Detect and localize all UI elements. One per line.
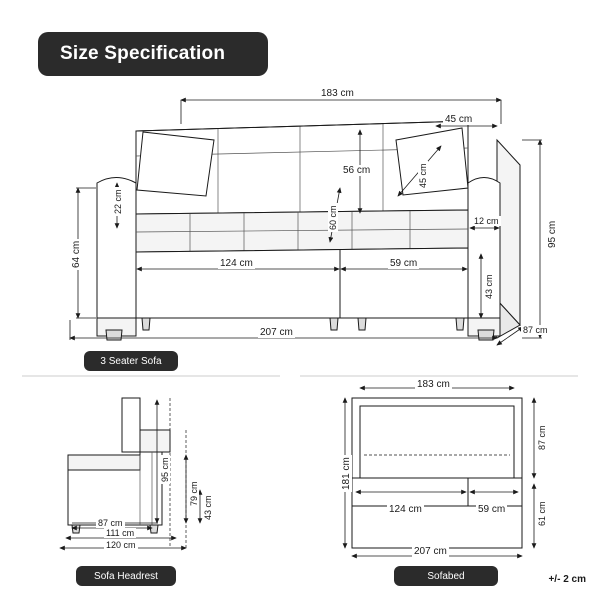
dim-bed-124: 124 cm [389, 504, 422, 515]
dim-sofa-43: 43 cm [484, 274, 494, 299]
dim-sofa-64: 64 cm [71, 240, 82, 268]
dim-headrest-95: 95 cm [160, 457, 170, 482]
dim-headrest-111: 111 cm [106, 528, 135, 538]
dim-bed-59: 59 cm [478, 504, 506, 515]
page-title-label: Size Specification [60, 43, 226, 64]
dim-sofa-183: 183 cm [321, 88, 354, 99]
dim-sofa-12: 12 cm [474, 216, 499, 226]
dim-bed-61: 61 cm [537, 501, 547, 526]
caption-three-seater-label: 3 Seater Sofa [100, 355, 162, 367]
caption-headrest-label: Sofa Headrest [94, 570, 158, 582]
dim-headrest-43: 43 cm [203, 495, 213, 520]
dim-sofa-87: 87 cm [523, 325, 548, 335]
dim-sofa-22: 22 cm [113, 189, 123, 214]
dim-bed-87: 87 cm [537, 425, 547, 450]
dim-sofa-59: 59 cm [390, 258, 418, 269]
dim-headrest-87: 87 cm [98, 518, 123, 528]
caption-sofabed-label: Sofabed [427, 570, 465, 582]
caption-sofabed [394, 566, 498, 586]
dim-headrest-79: 79 cm [189, 481, 199, 506]
dim-bed-181: 181 cm [341, 457, 352, 490]
dim-sofa-60: 60 cm [328, 205, 338, 230]
caption-three-seater-sofa [84, 351, 178, 371]
dim-sofa-45-top: 45 cm [445, 114, 473, 125]
tolerance-note: +/- 2 cm [548, 574, 586, 585]
dim-sofa-124: 124 cm [220, 258, 253, 269]
dim-bed-183: 183 cm [417, 379, 450, 390]
dim-bed-207: 207 cm [414, 546, 447, 557]
dim-sofa-95: 95 cm [547, 220, 558, 248]
dim-sofa-207: 207 cm [260, 327, 293, 338]
dim-headrest-120: 120 cm [106, 540, 136, 550]
caption-sofa-headrest [76, 566, 176, 586]
dim-sofa-56: 56 cm [343, 165, 371, 176]
dim-sofa-45-cushion: 45 cm [418, 163, 428, 188]
